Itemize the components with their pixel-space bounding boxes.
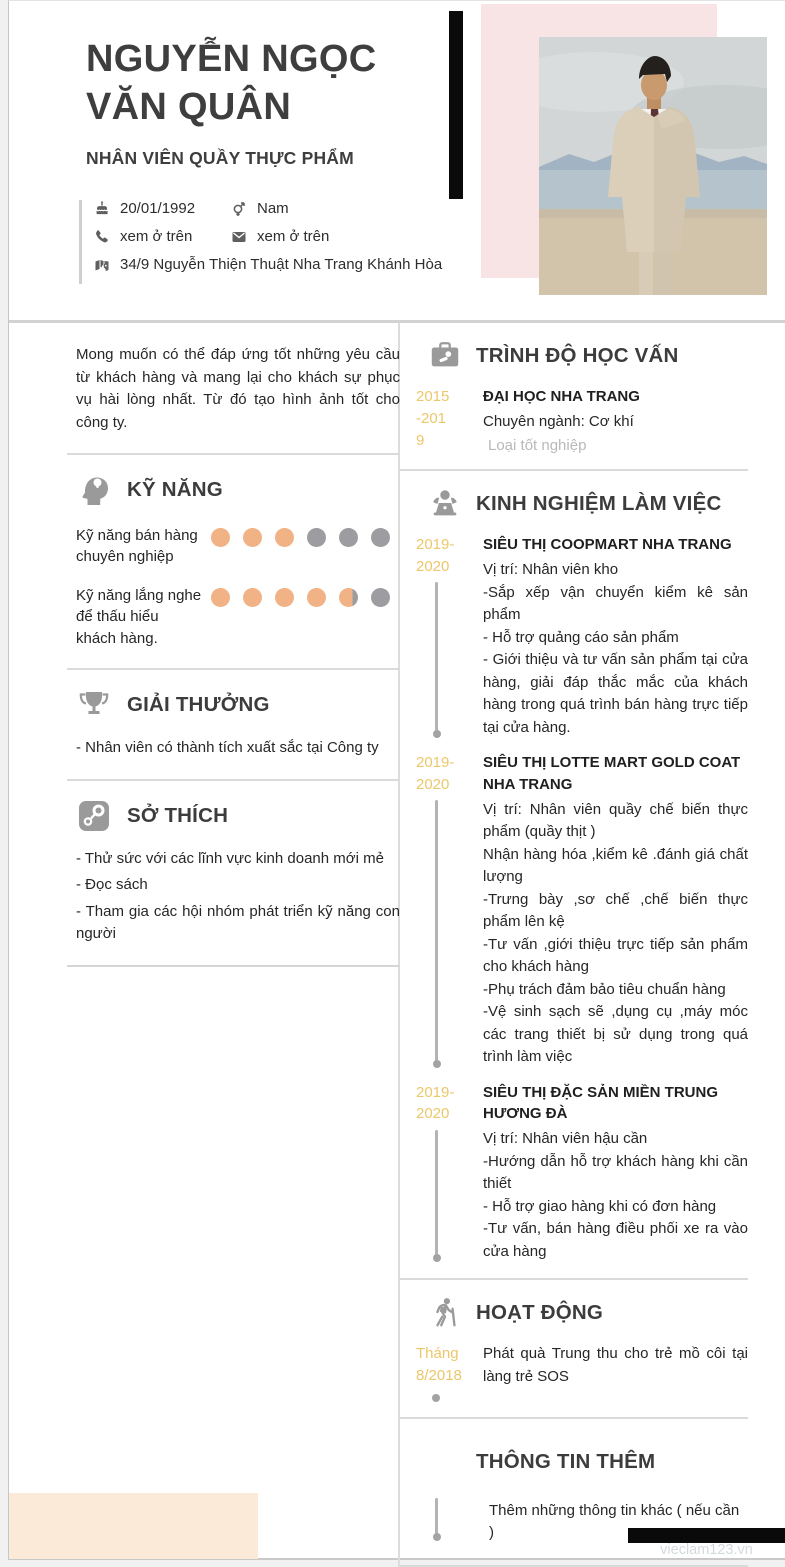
- education-major: Chuyên ngành: Cơ khí: [483, 412, 634, 430]
- timeline-line: [435, 582, 438, 731]
- activity-entry: [416, 1343, 748, 1402]
- experience-title: KINH NGHIỆM LÀM VIỆC: [476, 492, 722, 516]
- experience-detail: -Sắp xếp vận chuyển kiểm kê sản phẩm: [483, 583, 748, 623]
- hobby-item: - Tham gia các hội nhóm phát triển kỹ năng con người: [76, 902, 400, 943]
- timeline-line: [435, 1498, 438, 1534]
- skills-section: [67, 455, 400, 670]
- experience-detail: Vị trí: Nhân viên hậu cần: [483, 1130, 648, 1147]
- birthday-cake-icon: [94, 201, 110, 217]
- hobbies-title: SỞ THÍCH: [127, 803, 229, 827]
- award-item: - Nhân viên có thành tích xuất sắc tại Công ty: [76, 739, 379, 757]
- hobbies-header: [76, 798, 400, 834]
- contact-gender: [231, 200, 289, 217]
- additional-title: THÔNG TIN THÊM: [476, 1449, 656, 1473]
- suitcase-icon: [428, 339, 462, 373]
- awards-header: [76, 687, 400, 723]
- education-section: [400, 323, 748, 471]
- map-pin-icon: [94, 257, 110, 273]
- experience-detail: - Hỗ trợ quảng cáo sản phẩm: [483, 628, 679, 646]
- left-column: [9, 323, 400, 1567]
- job-title: NHÂN VIÊN QUẦY THỰC PHẨM: [86, 148, 354, 168]
- experience-detail: Vị trí: Nhân viên kho: [483, 561, 619, 578]
- timeline-line: [435, 1130, 438, 1256]
- footer-black-bar: [628, 1528, 785, 1543]
- skill-dot: [371, 588, 390, 607]
- activities-title: HOẠT ĐỘNG: [476, 1301, 604, 1324]
- company-name: SIÊU THỊ COOPMART NHA TRANG: [483, 536, 732, 554]
- experience-detail: -Phụ trách đảm bảo tiêu chuẩn hàng: [483, 980, 726, 998]
- experience-period: 2019-2020: [416, 1083, 455, 1123]
- skill-dot: [339, 528, 358, 547]
- experience-entry: [416, 534, 748, 739]
- experience-period: 2019-2020: [416, 536, 455, 575]
- cv-page: [8, 0, 785, 1560]
- objective-section: [67, 323, 400, 455]
- experience-detail: -Hướng dẫn hỗ trợ khách hàng khi cần thiết: [483, 1152, 748, 1192]
- phone-icon: [94, 229, 110, 245]
- education-title: TRÌNH ĐỘ HỌC VẤN: [476, 344, 679, 367]
- activities-section: [400, 1280, 748, 1419]
- address-value: 34/9 Nguyễn Thiện Thuật Nha Trang Khánh Hòa: [120, 256, 443, 273]
- objective-text: Mong muốn có thể đáp ứng tốt những yêu cầu từ khách hàng và mang lại cho khách sự phục vụ hài lòng nhất. Từ đó tạo hình ảnh tốt cho công ty.: [76, 346, 400, 431]
- contact-row-3: [94, 256, 469, 273]
- skill-dot: [307, 588, 326, 607]
- gender-icon: [231, 201, 247, 217]
- skills-head-bulb-icon: [76, 472, 112, 508]
- experience-detail: - Giới thiệu và tư vấn sản phẩm tại cửa hàng, giải đáp thắc mắc của khách hàng trong quá trình bán hàng trực tiếp tại cửa hàng.: [483, 651, 748, 736]
- company-name: SIÊU THỊ LOTTE MART GOLD COAT NHA TRANG: [483, 754, 741, 793]
- birthday-value: 20/01/1992: [120, 200, 196, 217]
- awards-section: [67, 670, 400, 781]
- timeline-dot: [432, 1394, 440, 1402]
- experience-detail: -Tư vấn ,giới thiệu trực tiếp sản phẩm cho khách hàng: [483, 935, 748, 975]
- skill-dot: [243, 588, 262, 607]
- mail-icon: [231, 229, 247, 245]
- activity-period: Tháng 8/2018: [416, 1345, 462, 1384]
- contact-row-2: [94, 228, 469, 245]
- education-grade-placeholder: Loại tốt nghiệp: [488, 437, 587, 455]
- contact-birthday: [94, 200, 231, 217]
- icon-spacer: [428, 1445, 462, 1479]
- skill-dot: [307, 528, 326, 547]
- body: [9, 323, 785, 1567]
- hobby-item: - Thử sức với các lĩnh vực kinh doanh mới mẻ: [76, 849, 384, 867]
- profile-photo-illustration: [539, 37, 767, 295]
- accent-bar: [449, 11, 463, 199]
- additional-header: [428, 1445, 748, 1479]
- skill-row: [76, 585, 400, 649]
- trophy-icon: [76, 687, 112, 723]
- skill-dot: [275, 528, 294, 547]
- contact-phone: [94, 228, 231, 245]
- timeline-line: [435, 800, 438, 1061]
- experience-detail: -Trưng bày ,sơ chế ,chế biến thực phẩm lên kệ: [483, 890, 748, 930]
- skill-rating: [211, 588, 390, 649]
- skill-label: Kỹ năng lắng nghe để thấu hiểu khách hàng.: [76, 586, 202, 647]
- hobbies-section: [67, 781, 400, 967]
- experience-section: [400, 471, 748, 1280]
- additional-text: Thêm những thông tin khác ( nếu cần ): [489, 1501, 740, 1541]
- contact-address: [94, 256, 442, 273]
- experience-detail: -Tư vấn, bán hàng điều phối xe ra vào cửa hàng: [483, 1220, 748, 1260]
- watermark: vieclam123.vn: [660, 1542, 753, 1558]
- experience-detail: - Hỗ trợ giao hàng khi có đơn hàng: [483, 1197, 717, 1215]
- skill-dot: [211, 528, 230, 547]
- skill-dot: [339, 588, 358, 607]
- skill-row: [76, 525, 400, 568]
- school-name: ĐẠI HỌC NHA TRANG: [483, 388, 640, 405]
- contact-row-1: [94, 200, 469, 217]
- hiking-icon: [428, 1296, 462, 1330]
- experience-detail: Vị trí: Nhân viên quầy chế biến thực phẩm (quầy thịt ): [483, 800, 748, 840]
- contact-email: [231, 228, 329, 245]
- contact-block: [79, 200, 469, 284]
- skill-dot: [211, 588, 230, 607]
- education-header: [428, 339, 748, 373]
- skills-title: KỸ NĂNG: [127, 478, 223, 501]
- skill-rating: [211, 528, 390, 568]
- awards-title: GIẢI THƯỞNG: [127, 693, 270, 717]
- company-name: SIÊU THỊ ĐẶC SẢN MIỀN TRUNG HƯƠNG ĐÀ: [483, 1083, 719, 1123]
- experience-entry: [416, 1082, 748, 1264]
- profile-name: NGUYỄN NGỌC VĂN QUÂN: [86, 38, 377, 129]
- worker-laptop-icon: [428, 487, 462, 521]
- experience-header: [428, 487, 748, 521]
- skill-label: Kỹ năng bán hàng chuyên nghiệp: [76, 527, 198, 566]
- skills-header: [76, 472, 400, 508]
- experience-detail: -Vệ sinh sạch sẽ ,dụng cụ ,máy móc các trang thiết bị sử dụng trong quá trình làm việc: [483, 1003, 748, 1065]
- peach-decoration: [9, 1493, 258, 1559]
- hobby-item: - Đọc sách: [76, 876, 148, 894]
- activity-text: Phát quà Trung thu cho trẻ mồ côi tại làng trẻ SOS: [483, 1345, 748, 1385]
- education-period: 2015-2019: [416, 388, 450, 449]
- skill-dot: [371, 528, 390, 547]
- email-value: xem ở trên: [257, 228, 330, 245]
- experience-entry: [416, 752, 748, 1069]
- hobbies-icon: [76, 798, 112, 834]
- header: [9, 1, 785, 323]
- education-entry: [416, 386, 748, 454]
- experience-period: 2019-2020: [416, 754, 455, 793]
- phone-value: xem ở trên: [120, 228, 193, 245]
- experience-detail: Nhận hàng hóa ,kiểm kê .đánh giá chất lượng: [483, 845, 748, 885]
- right-column: [400, 323, 785, 1567]
- activities-header: [428, 1296, 748, 1330]
- skill-dot: [275, 588, 294, 607]
- profile-photo: [539, 37, 767, 295]
- gender-value: Nam: [257, 200, 289, 217]
- skill-dot: [243, 528, 262, 547]
